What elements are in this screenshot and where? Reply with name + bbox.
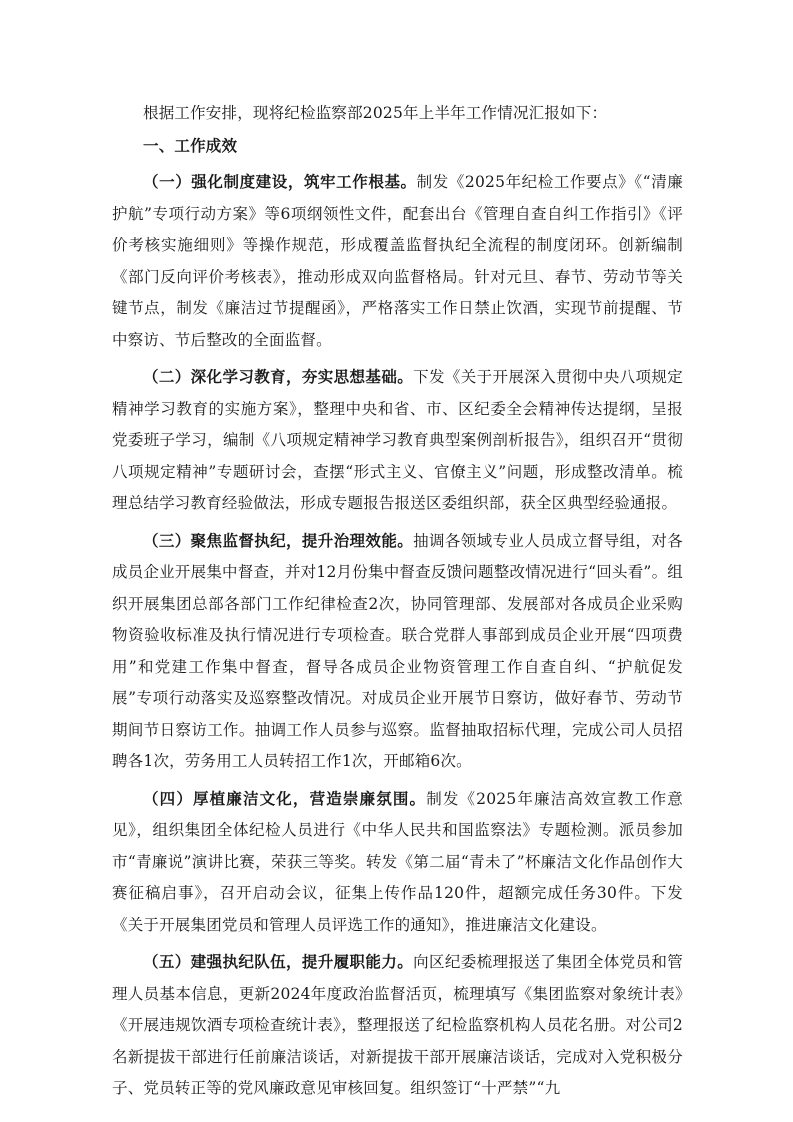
- paragraph-4-body: 制发《2025年廉洁高效宣教工作意见》，组织集团全体纪检人员进行《中华人民共和国监察法》专题检测。派员参加市“青廉说”演讲比赛，荣获三等奖。转发《第二届“青未了”杯廉洁文化作品创作大赛征稿启事》，召开启动会议，征集上传作品120件，超额完成任务30件。下发《关于开展集团党员和管理人员评选工作的通知》，推进廉洁文化建设。: [112, 789, 683, 934]
- paragraph-2-body: 下发《关于开展深入贯彻中央八项规定精神学习教育的实施方案》，整理中央和省、市、区纪委全会精神传达提纲，呈报党委班子学习，编制《八项规定精神学习教育典型案例剖析报告》，组织召开“贯彻八项规定精神”专题研讨会，查摆“形式主义、官僚主义”问题，形成整改清单。梳理总结学习教育经验做法，形成专题报告报送区委组织部，获全区典型经验通报。: [112, 368, 683, 512]
- paragraph-5: [112, 946, 683, 1105]
- paragraph-2-lead: （二）深化学习教育，夯实思想基础。: [143, 367, 414, 386]
- paragraph-2: [112, 361, 683, 520]
- paragraph-4: [112, 783, 683, 942]
- paragraph-5-body: 向区纪委梳理报送了集团全体党员和管理人员基本信息，更新2024年度政治监督活页，梳理填写《集团监察对象统计表》《开展违规饮酒专项检查统计表》，整理报送了纪检监察机构人员花名册。对公司2名新提拔干部进行任前廉洁谈话，对新提拔干部开展廉洁谈话，完成对入党积极分子、党员转正等的党风廉政意见审核回复。组织签订“十严禁”“九: [112, 953, 683, 1097]
- paragraph-1-body: 制发《2025年纪检工作要点》《“清廉护航”专项行动方案》等6项纲领性文件，配套出台《管理自查自纠工作指引》《评价考核实施细则》等操作规范，形成覆盖监督执纪全流程的制度闭环。创新编制《部门反向评价考核表》，推动形成双向监督格局。针对元旦、春节、劳动节等关键节点，制发《廉洁过节提醒函》，严格落实工作日禁止饮酒，实现节前提醒、节中察访、节后整改的全面监督。: [112, 173, 684, 349]
- paragraph-5-lead: （五）建强执纪队伍，提升履职能力。: [143, 952, 414, 971]
- paragraph-1: [112, 166, 683, 356]
- paragraph-1-lead: （一）强化制度建设，筑牢工作根基。: [143, 172, 417, 191]
- paragraph-4-lead: （四）厚植廉洁文化，营造崇廉氛围。: [143, 788, 427, 808]
- paragraph-3-lead: （三）聚焦监督执纪，提升治理效能。: [143, 530, 414, 550]
- paragraph-3: [112, 525, 683, 778]
- paragraph-3-body: 抽调各领域专业人员成立督导组，对各成员企业开展集中督查，并对12月份集中督查反馈问题整改情况进行“回头看”。组织开展集团总部各部门工作纪律检查2次，协同管理部、发展部对各成员企业采购物资验收标准及执行情况进行专项检查。联合党群人事部到成员企业开展“四项费用”和党建工作集中督查，督导各成员企业物资管理工作自查自纠、“护航促发展”专项行动落实及巡察整改情况。对成员企业开展节日察访，做好春节、劳动节期间节日察访工作。抽调工作人员参与巡察。监督抽取招标代理，完成公司人员招聘各1次，劳务用工人员转招工作1次，开邮箱6次。: [112, 531, 683, 770]
- intro-paragraph: 根据工作安排，现将纪检监察部2025年上半年工作情况汇报如下：: [143, 104, 608, 122]
- section-heading: 一、工作成效: [143, 135, 238, 155]
